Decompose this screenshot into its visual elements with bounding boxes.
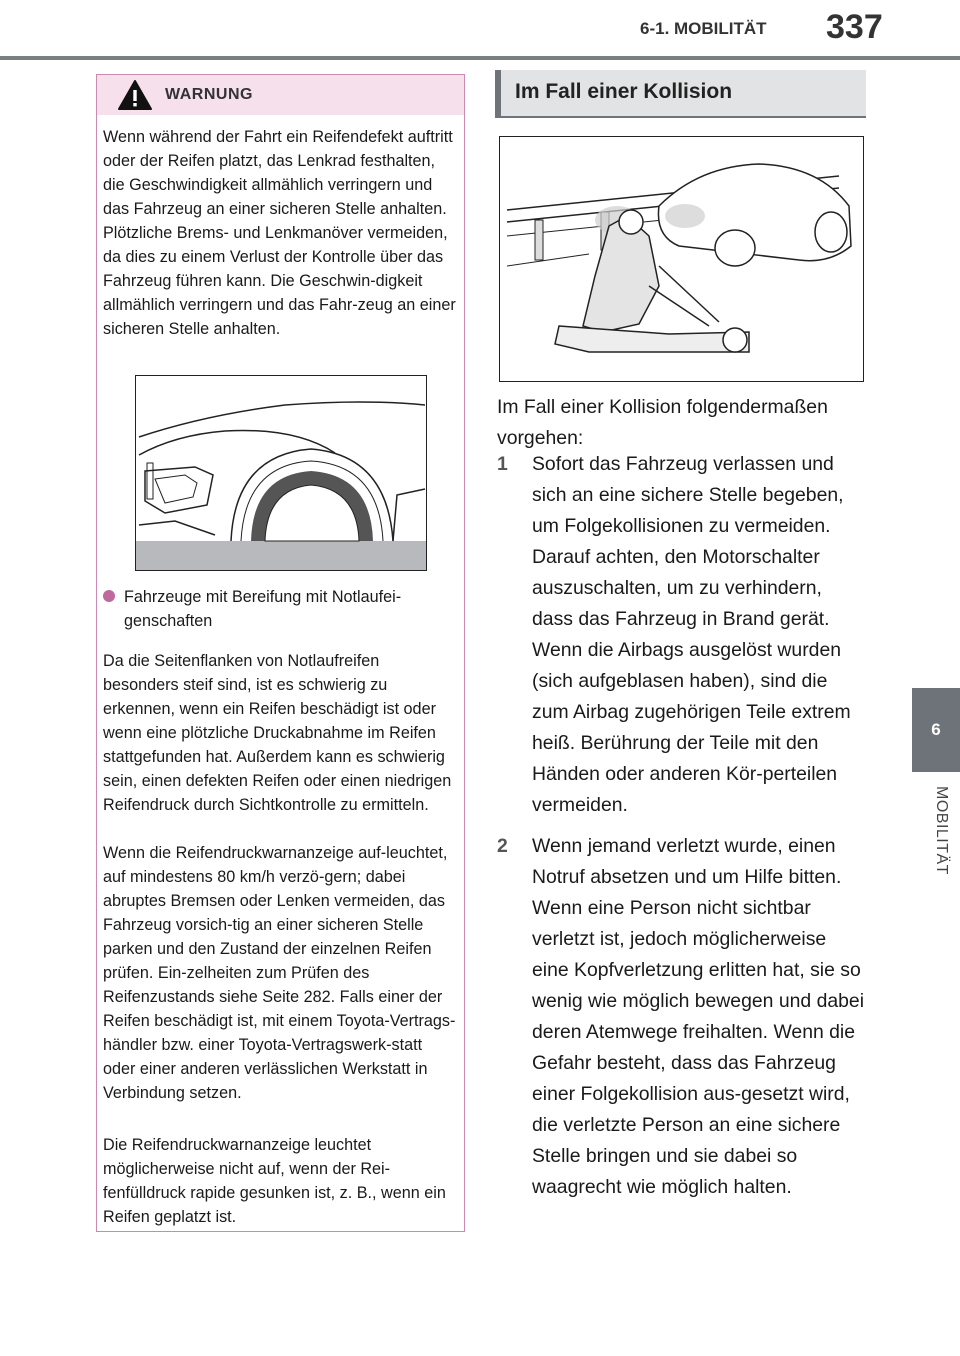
- bullet-text: Fahrzeuge mit Bereifung mit Notlaufei-genschaften: [124, 588, 402, 630]
- tire-illustration: [135, 375, 427, 571]
- bullet-icon: [103, 590, 115, 602]
- warning-paragraph: Da die Seitenflanken von Notlaufreifen besonders steif sind, ist es schwierig zu erkennen, wenn ein Reifen beschädigt ist oder wenn eine plötzliche Druckabnahme im Reifen stattgefunden hat. Außerdem kann es schwierig sein, einen defekten Reifen oder einen niedrigen Reifendruck durch Sichtkontrolle zu ermitteln.: [103, 652, 452, 814]
- collision-intro: Im Fall einer Kollision folgendermaßen vorgehen:: [497, 396, 828, 449]
- warning-intro: Wenn während der Fahrt ein Reifendefekt auftritt oder der Reifen platzt, das Lenkrad festhalten, die Geschwindigkeit allmählich verringern und das Fahrzeug an einer sicheren Stelle anhalten. Plötzliche Brems- und Lenkmanöver vermeiden, da dies zu einem Verlust der Kontrolle über das Fahrzeug führen kann. Die Geschwin-digkeit allmählich verringern und das Fahr-zeug an einer sicheren Stelle anhalten.: [103, 128, 456, 338]
- chapter-number: 6: [931, 720, 941, 739]
- step-text: Sofort das Fahrzeug verlassen und sich an eine sichere Stelle begeben, um Folgekollisionen zu vermeiden. Darauf achten, den Motorschalter auszuschalten, um zu verhindern, dass das Fahrzeug in Brand gerät. Wenn die Airbags ausgelöst wurden (sich aufgeblasen haben), sind die zum Airbag zugehörigen Teile extrem heiß. Berührung der Teile mit den Händen oder anderen Kör-perteilen vermeiden.: [532, 453, 851, 816]
- heading-bar: [495, 70, 501, 116]
- list-item: [497, 449, 867, 821]
- warning-paragraph: Die Reifendruckwarnanzeige leuchtet möglicherweise nicht auf, wenn der Rei-fenfülldruck rapide gesunken ist, z. B., wenn ein Reifen geplatzt ist.: [103, 1136, 446, 1226]
- step-text: Wenn jemand verletzt wurde, einen Notruf absetzen und um Hilfe bitten. Wenn eine Person nicht sichtbar verletzt ist, jedoch möglicherweise eine Kopfverletzung erlitten hat, sie so wenig wie möglich bewegen und dabei deren Atemwege freihalten. Wenn die Gefahr besteht, dass das Fahrzeug einer Folgekollision aus-gesetzt wird, die verletzte Person an eine sichere Stelle bringen und sie dabei so waagrecht wie möglich halten.: [532, 835, 865, 1198]
- step-number: 2: [497, 835, 508, 857]
- chapter-tab[interactable]: [912, 688, 960, 772]
- warning-triangle-icon: [117, 79, 153, 111]
- section-title: 6-1. MOBILITÄT: [640, 19, 767, 38]
- section-heading: [495, 70, 866, 118]
- list-item: [103, 585, 458, 633]
- chapter-label: MOBILITÄT: [933, 786, 950, 875]
- warning-header: [97, 75, 464, 115]
- page-number: 337: [826, 8, 883, 46]
- list-item: [497, 831, 867, 1203]
- step-number: 1: [497, 453, 508, 475]
- collision-illustration: [499, 136, 864, 382]
- header-rule: [0, 56, 960, 60]
- warning-paragraph: Wenn die Reifendruckwarnanzeige auf-leuchtet, auf mindestens 80 km/h verzö-gern; dabei abruptes Bremsen oder Lenken vermeiden, das Fahrzeug vorsich-tig an einer sicheren Stelle parken und den Zustand der einzelnen Reifen prüfen. Ein-zelheiten zum Prüfen des Reifenzustands siehe Seite 282. Falls einer der Reifen beschädigt ist, mit einem Toyota-Vertrags-händler bzw. einer Toyota-Vertragswerk-statt oder einer anderen verlässlichen Werkstatt in Verbindung setzen.: [103, 844, 456, 1102]
- section-heading-text: Im Fall einer Kollision: [515, 80, 733, 103]
- warning-box: [96, 74, 465, 1232]
- warning-title: WARNUNG: [165, 86, 253, 103]
